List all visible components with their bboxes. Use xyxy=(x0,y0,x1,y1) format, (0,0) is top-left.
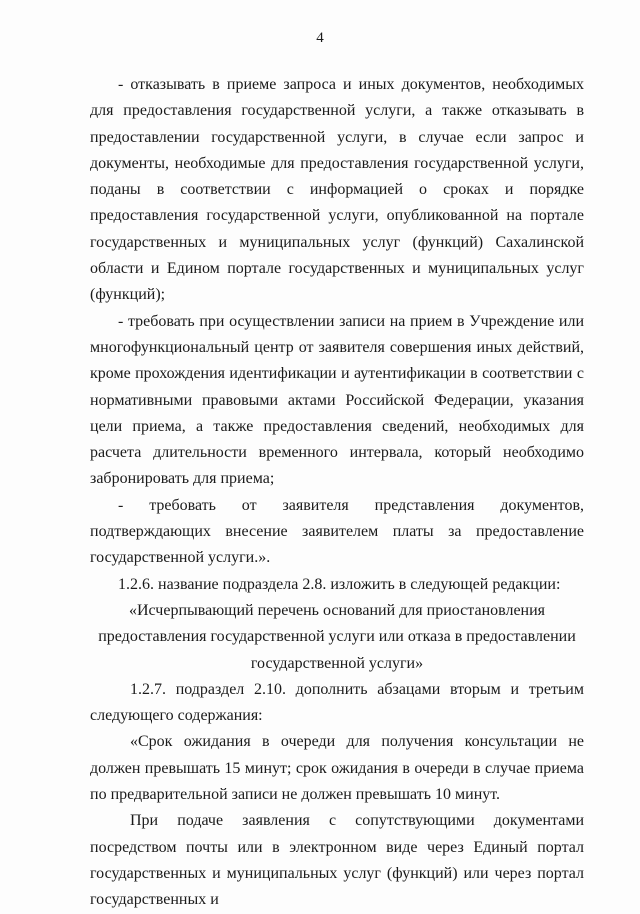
paragraph-refusal-clause: - отказывать в приеме запроса и иных документов, необходимых для предоставления государственной услуги, а также отказывать в предоставлении государственной услуги, в случае если запрос и документы, необходимые для предоставления государственной услуги, поданы в соответствии с информацией о сроках и порядке предоставления государственной услуги, опубликованной на портале государственных и муниципальных услуг (функций) Сахалинской области и Едином портале государственных и муниципальных услуг (функций); xyxy=(90,76,584,304)
paragraph-appointment-clause: - требовать при осуществлении записи на прием в Учреждение или многофункциональный центр от заявителя совершения иных действий, кроме прохождения идентификации и аутентификации в соответствии с нормативными правовыми актами Российской Федерации, указания цели приема, а также предоставления сведений, необходимых для расчета длительности временного интервала, который необходимо забронировать для приема; xyxy=(90,312,584,488)
paragraph-item-1-2-6: 1.2.6. название подраздела 2.8. изложить в следующей редакции: xyxy=(118,575,561,593)
paragraph-waiting-time: «Срок ожидания в очереди для получения консультации не должен превышать 15 минут; срок ожидания в очереди в случае приема по предварительной записи не должен превышать 10 минут. xyxy=(90,733,584,804)
paragraph-submission: При подаче заявления с сопутствующими документами посредством почты или в электронном виде через Единый портал государственных и муниципальных услуг (функций) или через портал государственных и xyxy=(90,812,584,909)
subsection-title-quote: «Исчерпывающий перечень оснований для приостановления предоставления государственной услуги или отказа в предоставлении государственной услуги» xyxy=(98,601,576,672)
paragraph-payment-clause: - требовать от заявителя представления документов, подтверждающих внесение заявителем платы за предоставление государственной услуги.». xyxy=(90,496,584,567)
document-body xyxy=(90,72,584,914)
paragraph-item-1-2-7: 1.2.7. подраздел 2.10. дополнить абзацами вторым и третьим следующего содержания: xyxy=(90,680,584,725)
page-number: 4 xyxy=(316,30,324,46)
